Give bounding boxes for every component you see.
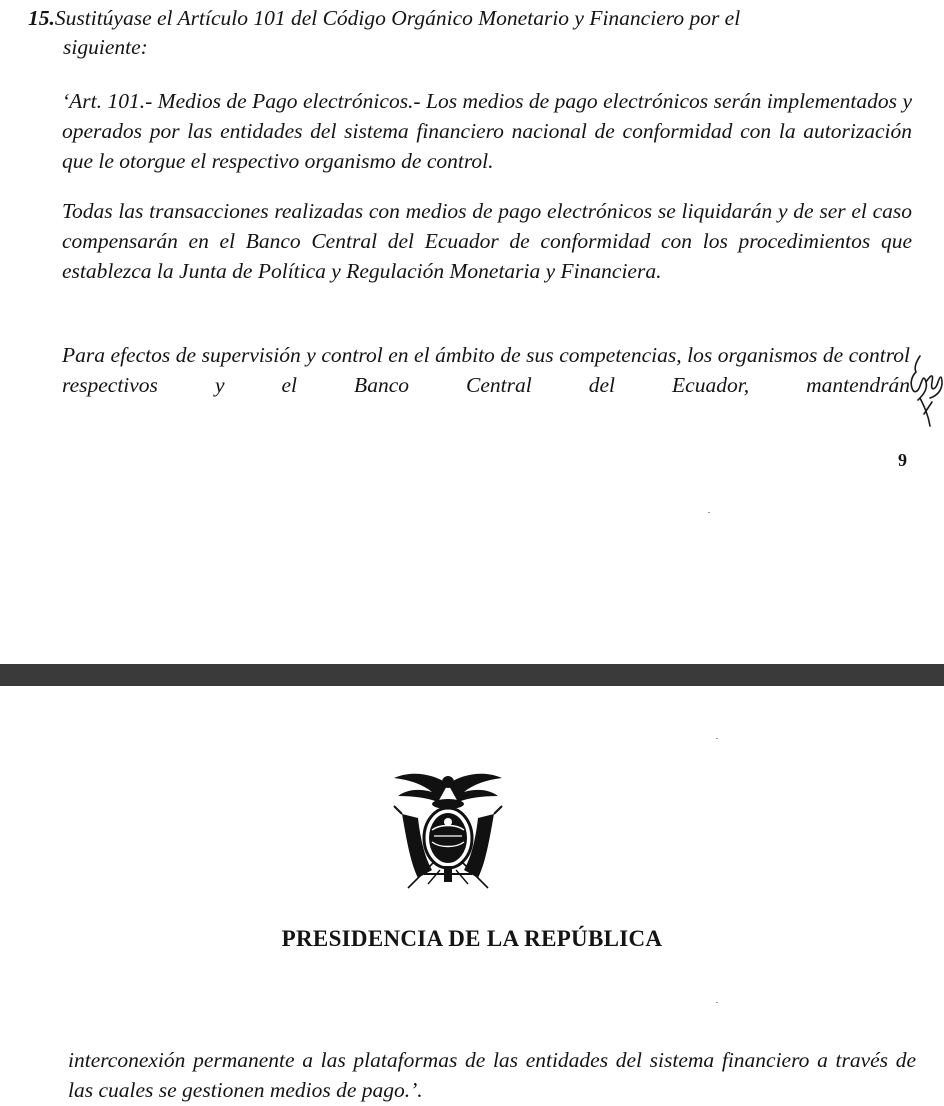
paragraph-interconnection: interconexión permanente a las plataformas de las entidades del sistema financiero a través de las cuales se gestionen medios de pago.’. (68, 1048, 916, 1102)
item-number: 15. (28, 6, 55, 30)
scan-speck (716, 738, 718, 739)
item-text-line2: siguiente: (63, 35, 148, 59)
header-title: PRESIDENCIA DE LA REPÚBLICA (281, 926, 663, 951)
paragraph-supervision: Para efectos de supervisión y control en el ámbito de sus competencias, los organismos de control respectivos y el Banco Central del Ecuador, mantendrán (62, 343, 910, 397)
page-separator (0, 664, 944, 686)
scan-speck (708, 512, 710, 513)
page-number: 9 (898, 450, 907, 470)
paragraph-art-101: ‘Art. 101.- Medios de Pago electrónicos.- Los medios de pago electrónicos serán implementados y operados por las entidades del sistema financiero nacional de conformidad con la autorización que le otorgue el respectivo organismo de control. (62, 89, 912, 173)
item-15-line (28, 4, 914, 33)
item-text-line1: Sustitúyase el Artículo 101 del Código Orgánico Monetario y Financiero por el (54, 6, 741, 30)
scan-speck (716, 1002, 718, 1003)
ecuador-coat-of-arms-icon (388, 766, 508, 898)
paragraph-transactions: Todas las transacciones realizadas con medios de pago electrónicos se liquidarán y de ser el caso compensarán en el Banco Central del Ecuador de conformidad con los procedimientos que establezca la Junta de Política y Regulación Monetaria y Financiera. (62, 199, 912, 283)
signature-icon (908, 352, 944, 428)
